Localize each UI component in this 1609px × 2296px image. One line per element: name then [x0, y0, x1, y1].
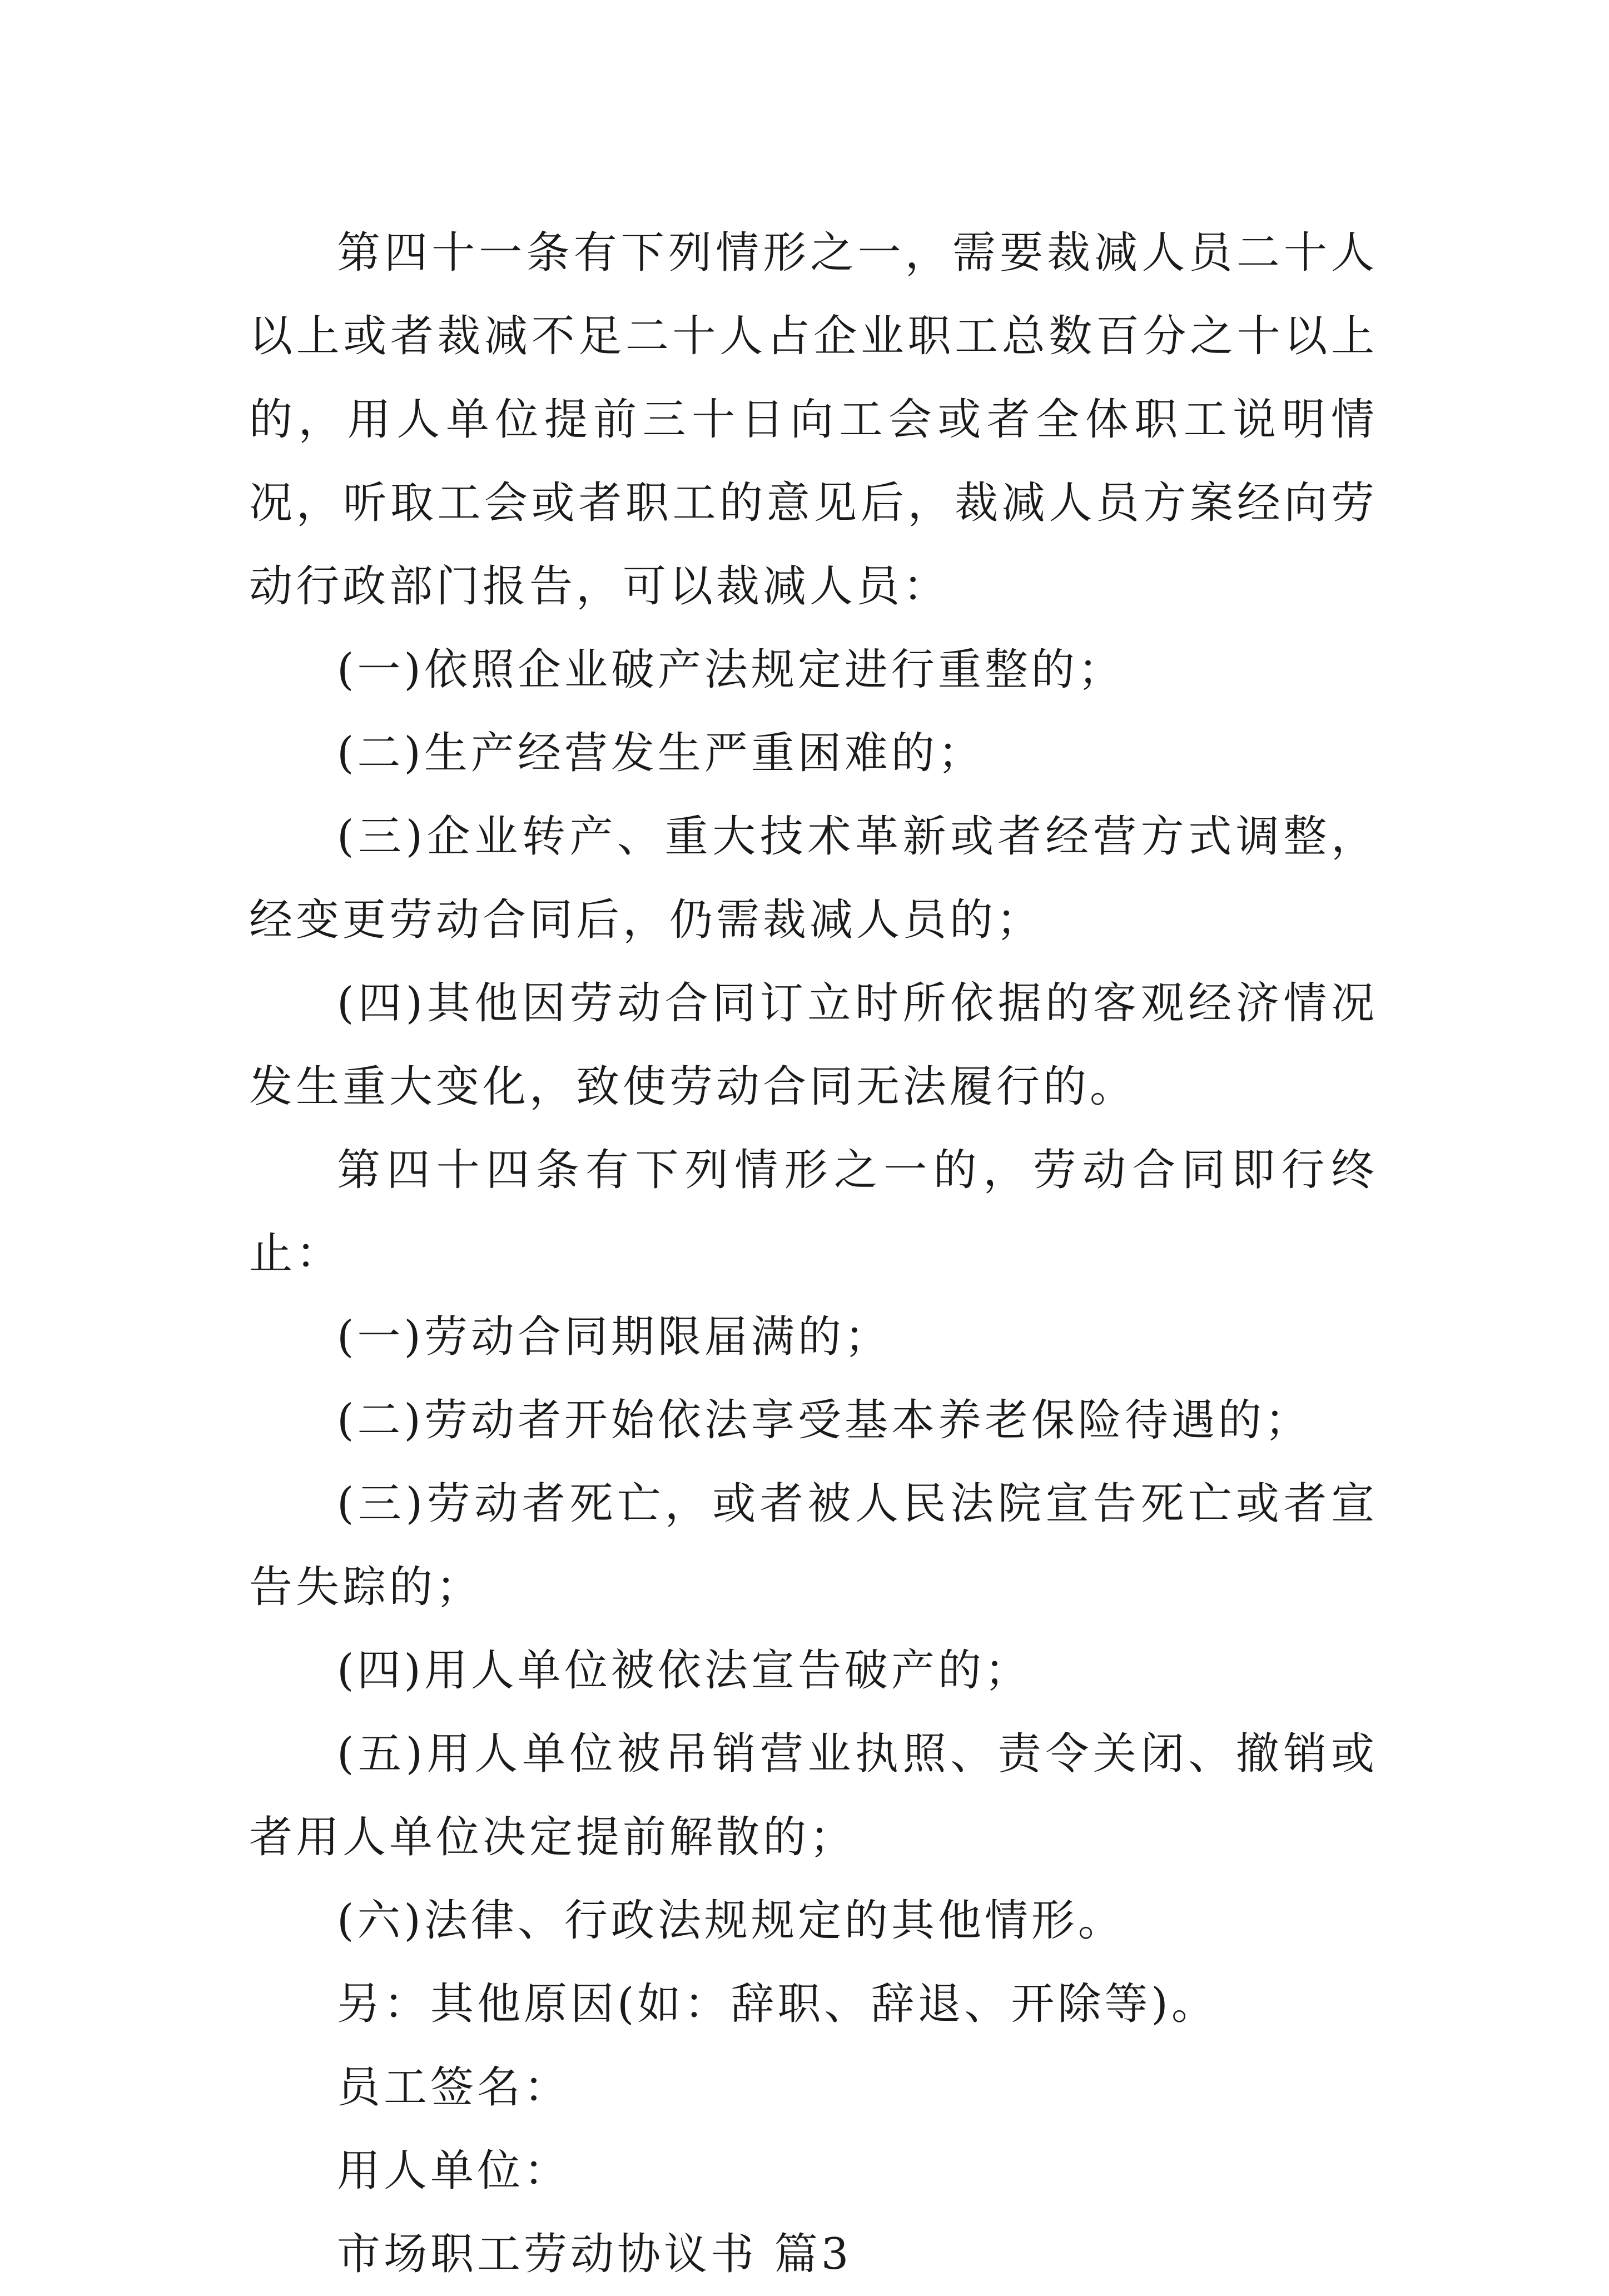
section-heading: 市场职工劳动协议书 篇3	[337, 2229, 852, 2279]
paragraph-item: (二)生产经营发生严重困难的；	[337, 728, 985, 778]
paragraph-other-reasons: 另：其他原因(如：辞职、辞退、开除等)。	[337, 1979, 1218, 2029]
paragraph-article-44: 第四十四条有下列情形之一的，劳动合同即行终止：	[249, 1145, 1378, 1279]
paragraph-item: (六)法律、行政法规规定的其他情形。	[337, 1896, 1125, 1946]
paragraph-article-41: 第四十一条有下列情形之一，需要裁减人员二十人以上或者裁减不足二十人占企业职工总数百分之十以上的，用人单位提前三十日向工会或者全体职工说明情况，听取工会或者职工的意见后，裁减人员方案经向劳动行政部门报告，可以裁减人员：	[249, 228, 1378, 612]
paragraph-item: (四)其他因劳动合同订立时所依据的客观经济情况发生重大变化，致使劳动合同无法履行的。	[249, 978, 1378, 1112]
document-body	[249, 211, 1378, 2296]
paragraph-item: (二)劳动者开始依法享受基本养老保险待遇的；	[337, 1395, 1312, 1445]
employer-label: 用人单位：	[337, 2146, 571, 2196]
employee-signature-label: 员工签名：	[337, 2063, 571, 2113]
paragraph-item: (三)企业转产、重大技术革新或者经营方式调整，经变更劳动合同后，仍需裁减人员的；	[249, 812, 1378, 945]
paragraph-item: (一)依照企业破产法规定进行重整的；	[337, 645, 1125, 695]
paragraph-item: (一)劳动合同期限届满的；	[337, 1312, 891, 1362]
paragraph-item: (四)用人单位被依法宣告破产的；	[337, 1646, 1031, 1696]
paragraph-item: (三)劳动者死亡，或者被人民法院宣告死亡或者宣告失踪的；	[249, 1479, 1378, 1612]
paragraph-item: (五)用人单位被吊销营业执照、责令关闭、撤销或者用人单位决定提前解散的；	[249, 1729, 1378, 1862]
